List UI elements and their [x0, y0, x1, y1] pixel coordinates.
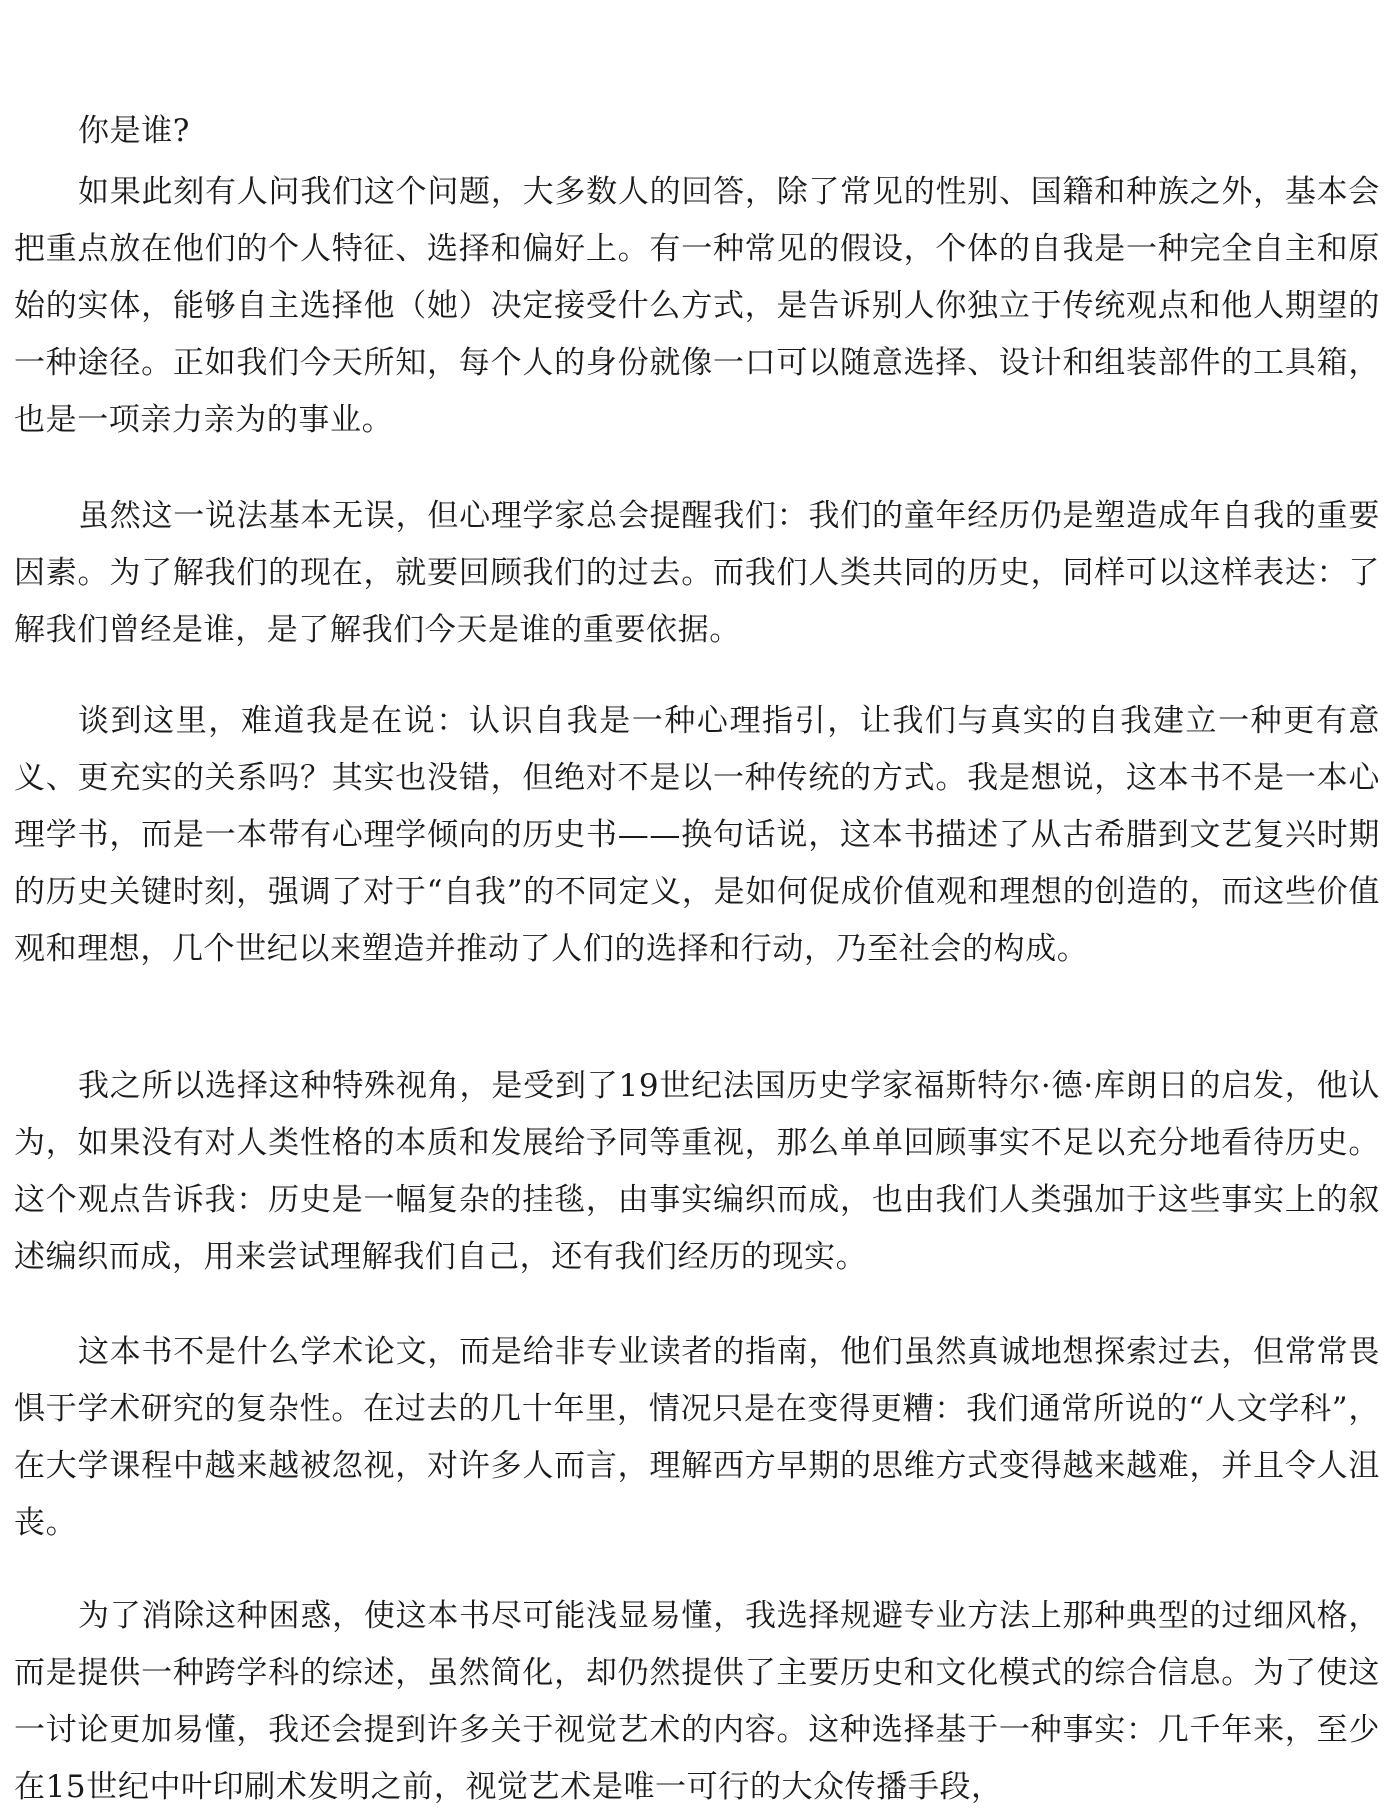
paragraph-psychology: 虽然这一说法基本无误，但心理学家总会提醒我们：我们的童年经历仍是塑造成年自我的重要因素。为了解我们的现在，就要回顾我们的过去。而我们人类共同的历史，同样可以这样表达：了解我们曾经是谁，是了解我们今天是谁的重要依据。: [14, 498, 1380, 648]
paragraph-question: 你是谁?: [78, 113, 191, 149]
paragraph-perspective: 我之所以选择这种特殊视角，是受到了19世纪法国历史学家福斯特尔·德·库朗日的启发，他认为，如果没有对人类性格的本质和发展给予同等重视，那么单单回顾事实不足以充分地看待历史。这个观点告诉我：历史是一幅复杂的挂毯，由事实编织而成，也由我们人类强加于这些事实上的叙述编织而成，用来尝试理解我们自己，还有我们经历的现实。: [14, 1068, 1380, 1275]
paragraph-method: 为了消除这种困惑，使这本书尽可能浅显易懂，我选择规避专业方法上那种典型的过细风格，而是提供一种跨学科的综述，虽然简化，却仍然提供了主要历史和文化模式的综合信息。为了使这一讨论更加易懂，我还会提到许多关于视觉艺术的内容。这种选择基于一种事实：几千年来，至少在15世纪中叶印刷术发明之前，视觉艺术是唯一可行的大众传播手段，: [14, 1598, 1380, 1805]
paragraph-identity: 如果此刻有人问我们这个问题，大多数人的回答，除了常见的性别、国籍和种族之外，基本会把重点放在他们的个人特征、选择和偏好上。有一种常见的假设，个体的自我是一种完全自主和原始的实体，能够自主选择他（她）决定接受什么方式，是告诉别人你独立于传统观点和他人期望的一种途径。正如我们今天所知，每个人的身份就像一口可以随意选择、设计和组装部件的工具箱，也是一项亲力亲为的事业。: [14, 174, 1380, 438]
paragraph-audience: 这本书不是什么学术论文，而是给非专业读者的指南，他们虽然真诚地想探索过去，但常常畏惧于学术研究的复杂性。在过去的几十年里，情况只是在变得更糟：我们通常所说的“人文学科”，在大学课程中越来越被忽视，对许多人而言，理解西方早期的思维方式变得越来越难，并且令人沮丧。: [14, 1334, 1380, 1541]
paragraph-book-purpose: 谈到这里，难道我是在说：认识自我是一种心理指引，让我们与真实的自我建立一种更有意义、更充实的关系吗？其实也没错，但绝对不是以一种传统的方式。我是想说，这本书不是一本心理学书，而是一本带有心理学倾向的历史书——换句话说，这本书描述了从古希腊到文艺复兴时期的历史关键时刻，强调了对于“自我”的不同定义，是如何促成价值观和理想的创造的，而这些价值观和理想，几个世纪以来塑造并推动了人们的选择和行动，乃至社会的构成。: [14, 703, 1380, 967]
